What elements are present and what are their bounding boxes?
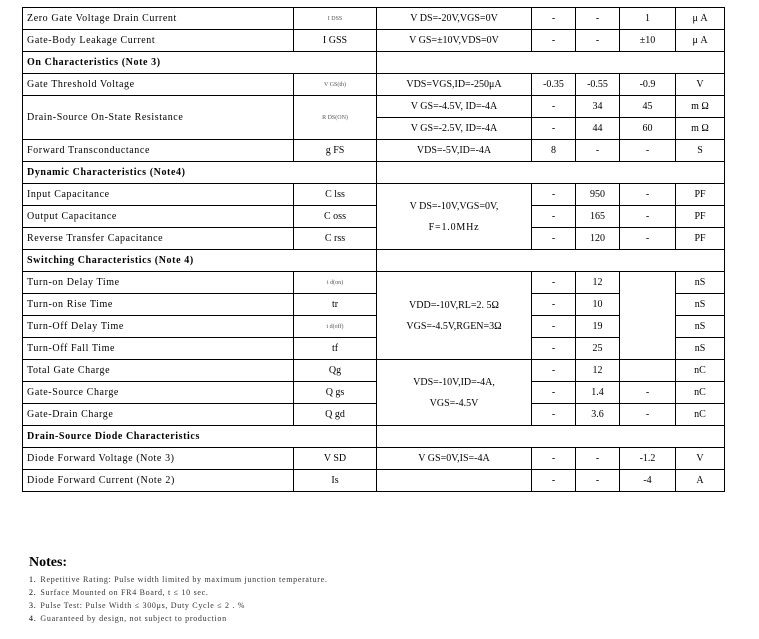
typ-cell: 44 [576,118,620,140]
param-cell: Drain-Source On-State Resistance [23,96,294,140]
section-title: Switching Characteristics (Note 4) [23,250,377,272]
condition-cell [377,272,532,360]
max-cell: 60 [620,118,676,140]
symbol-cell: Is [294,470,377,492]
section-header-row [23,52,725,74]
notes-title: Notes: [29,555,68,570]
symbol-cell: tf [294,338,377,360]
unit-cell: PF [676,228,725,250]
symbol-cell: I GSS [294,30,377,52]
typ-cell: 12 [576,360,620,382]
section-header-row [23,162,725,184]
symbol-cell: Qg [294,360,377,382]
note-text: Repetitive Rating: Pulse width limited by maximum junction temperature. [40,575,328,584]
typ-cell: 12 [576,272,620,294]
typ-cell: -0.55 [576,74,620,96]
condition-cell [377,360,532,426]
typ-cell: 165 [576,206,620,228]
table-row [23,228,725,250]
table-row [23,470,725,492]
note-item [29,586,328,599]
symbol-cell: Q gd [294,404,377,426]
unit-cell: A [676,470,725,492]
note-number: 4. [29,614,37,623]
unit-cell: nS [676,294,725,316]
condition-line: VGS=-4.5V,RGEN=3Ω [406,320,502,332]
typ-cell: 10 [576,294,620,316]
unit-cell: nC [676,382,725,404]
symbol-cell: R DS(ON) [294,96,377,140]
max-cell: - [620,206,676,228]
min-cell: -0.35 [532,74,576,96]
table-row [23,382,725,404]
condition-line: VGS=-4.5V [429,397,479,409]
table-row [23,294,725,316]
typ-cell: 19 [576,316,620,338]
section-title: On Characteristics (Note 3) [23,52,377,74]
max-cell: - [620,382,676,404]
table-row [23,316,725,338]
note-text: Pulse Test: Pulse Width ≤ 300μs, Duty Cycle ≤ 2 . % [40,601,246,610]
param-cell: Reverse Transfer Capacitance [23,228,294,250]
note-item [29,612,328,625]
param-cell: Gate-Drain Charge [23,404,294,426]
min-cell: - [532,8,576,30]
param-cell: Total Gate Charge [23,360,294,382]
symbol-cell: t d(on) [294,272,377,294]
section-spacer [377,162,725,184]
table-row [23,404,725,426]
table-row [23,96,725,118]
symbol-cell: V GS(th) [294,74,377,96]
note-item [29,573,328,586]
symbol-cell: V SD [294,448,377,470]
condition-cell: V GS=0V,IS=-4A [377,448,532,470]
param-cell: Gate-Source Charge [23,382,294,404]
condition-cell: V GS=-2.5V, ID=-4A [377,118,532,140]
symbol-cell: C rss [294,228,377,250]
note-item [29,599,328,612]
unit-cell: μ A [676,30,725,52]
typ-cell: - [576,140,620,162]
unit-cell: nC [676,360,725,382]
unit-cell: μ A [676,8,725,30]
unit-cell: m Ω [676,96,725,118]
typ-cell: - [576,448,620,470]
typ-cell: - [576,30,620,52]
max-cell: 1 [620,8,676,30]
max-cell: -1.2 [620,448,676,470]
note-number: 2. [29,588,37,597]
max-cell: - [620,140,676,162]
max-cell: ±10 [620,30,676,52]
table-row [23,30,725,52]
param-cell: Diode Forward Voltage (Note 3) [23,448,294,470]
param-cell: Forward Transconductance [23,140,294,162]
table-row [23,8,725,30]
symbol-cell: t d(off) [294,316,377,338]
notes-section [29,555,328,625]
typ-cell: 34 [576,96,620,118]
param-cell: Gate-Body Leakage Current [23,30,294,52]
note-number: 3. [29,601,37,610]
condition-cell [377,470,532,492]
condition-line: VDS=-10V,ID=-4A, [413,376,495,388]
min-cell: - [532,184,576,206]
electrical-characteristics-table [22,7,725,492]
condition-cell: V GS=±10V,VDS=0V [377,30,532,52]
condition-line: V DS=-10V,VGS=0V, [409,200,499,212]
symbol-cell: Q gs [294,382,377,404]
table-row [23,206,725,228]
condition-line: F=1.0MHz [428,221,480,233]
table-row [23,360,725,382]
unit-cell: S [676,140,725,162]
unit-cell: V [676,448,725,470]
section-header-row [23,250,725,272]
section-title: Dynamic Characteristics (Note4) [23,162,377,184]
table-row [23,448,725,470]
section-spacer [377,426,725,448]
param-cell: Turn-Off Fall Time [23,338,294,360]
condition-line: VDD=-10V,RL=2. 5Ω [409,299,499,311]
param-cell: Turn-Off Delay Time [23,316,294,338]
typ-cell: - [576,8,620,30]
min-cell: - [532,228,576,250]
condition-cell: VDS=-5V,ID=-4A [377,140,532,162]
unit-cell: V [676,74,725,96]
min-cell: - [532,30,576,52]
table-row [23,140,725,162]
min-cell: - [532,360,576,382]
min-cell: - [532,448,576,470]
max-cell: -4 [620,470,676,492]
note-text: Surface Mounted on FR4 Board, t ≤ 10 sec. [40,588,209,597]
typ-cell: - [576,470,620,492]
section-spacer [377,52,725,74]
typ-cell: 25 [576,338,620,360]
param-cell: Output Capacitance [23,206,294,228]
min-cell: - [532,118,576,140]
max-cell: - [620,404,676,426]
param-cell: Turn-on Delay Time [23,272,294,294]
symbol-cell: C lss [294,184,377,206]
min-cell: - [532,338,576,360]
condition-cell [377,184,532,250]
symbol-cell: tr [294,294,377,316]
table-row [23,272,725,294]
param-cell: Diode Forward Current (Note 2) [23,470,294,492]
min-cell: - [532,404,576,426]
max-cell: - [620,184,676,206]
table-row [23,74,725,96]
note-text: Guaranteed by design, not subject to production [40,614,227,623]
symbol-cell: g FS [294,140,377,162]
param-cell: Gate Threshold Voltage [23,74,294,96]
typ-cell: 950 [576,184,620,206]
min-cell: - [532,96,576,118]
section-header-row [23,426,725,448]
typ-cell: 3.6 [576,404,620,426]
param-cell: Input Capacitance [23,184,294,206]
condition-cell: V DS=-20V,VGS=0V [377,8,532,30]
typ-cell: 1.4 [576,382,620,404]
max-cell: -0.9 [620,74,676,96]
typ-cell: 120 [576,228,620,250]
min-cell: - [532,272,576,294]
unit-cell: PF [676,206,725,228]
note-number: 1. [29,575,37,584]
condition-cell: V GS=-4.5V, ID=-4A [377,96,532,118]
section-title: Drain-Source Diode Characteristics [23,426,377,448]
min-cell: - [532,294,576,316]
max-cell [620,360,676,382]
min-cell: 8 [532,140,576,162]
unit-cell: PF [676,184,725,206]
min-cell: - [532,206,576,228]
condition-cell: VDS=VGS,ID=-250μA [377,74,532,96]
unit-cell: nC [676,404,725,426]
max-cell: - [620,228,676,250]
unit-cell: m Ω [676,118,725,140]
symbol-cell: C oss [294,206,377,228]
unit-cell: nS [676,338,725,360]
table-row [23,338,725,360]
max-cell: 45 [620,96,676,118]
unit-cell: nS [676,316,725,338]
section-spacer [377,250,725,272]
param-cell: Turn-on Rise Time [23,294,294,316]
min-cell: - [532,470,576,492]
max-cell [620,272,676,360]
table-row [23,184,725,206]
min-cell: - [532,382,576,404]
param-cell: Zero Gate Voltage Drain Current [23,8,294,30]
symbol-cell: I DSS [294,8,377,30]
unit-cell: nS [676,272,725,294]
min-cell: - [532,316,576,338]
